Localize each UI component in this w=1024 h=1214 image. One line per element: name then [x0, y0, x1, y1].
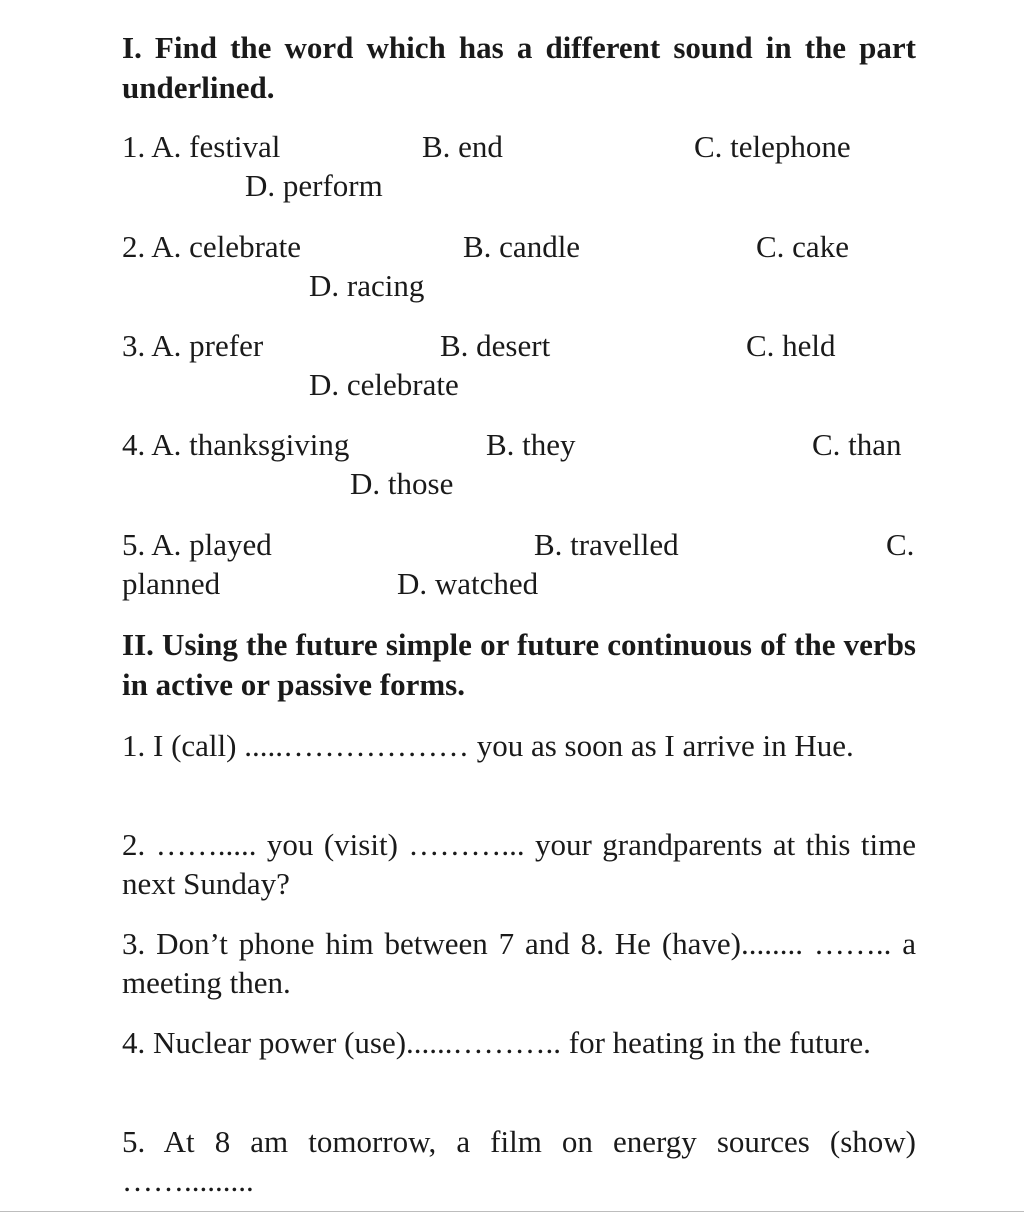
exercise-item-2: 2. ……..... you (visit) ………... your grandparents at this time next Sunday? — [122, 827, 916, 901]
exercise-item-1: 1. I (call) .....……………… you as soon as I arrive in Hue. — [122, 728, 854, 763]
q1-option-a: 1. A. festival — [122, 129, 281, 164]
q1-option-c: C. telephone — [694, 129, 851, 164]
q5-option-c-continued: planned — [122, 566, 221, 601]
q5-option-a: 5. A. played — [122, 527, 272, 562]
section-1-heading: I. Find the word which has a different sound in the part underlined. — [122, 30, 916, 105]
q4-option-a: 4. A. thanksgiving — [122, 427, 350, 462]
q2-option-a: 2. A. celebrate — [122, 229, 302, 264]
q3-option-a: 3. A. prefer — [122, 328, 264, 363]
q4-option-b: B. they — [486, 427, 576, 462]
section-2-heading: II. Using the future simple or future continuous of the verbs in active or passive forms. — [122, 627, 916, 702]
q4-option-d: D. those — [350, 466, 454, 501]
q1-option-d: D. perform — [245, 168, 383, 203]
q2-option-d: D. racing — [309, 268, 425, 303]
q5-option-d: D. watched — [397, 566, 539, 601]
bottom-divider — [0, 1211, 1024, 1212]
q1-option-b: B. end — [422, 129, 503, 164]
exercise-item-4: 4. Nuclear power (use)......……….. for heating in the future. — [122, 1025, 871, 1060]
exercise-item-5: 5. At 8 am tomorrow, a film on energy sources (show) ……......... — [122, 1124, 916, 1198]
q3-option-b: B. desert — [440, 328, 551, 363]
q4-option-c: C. than — [812, 427, 902, 462]
q2-option-c: C. cake — [756, 229, 849, 264]
q5-option-b: B. travelled — [534, 527, 679, 562]
exercise-item-3: 3. Don’t phone him between 7 and 8. He (have)........ …….. a meeting then. — [122, 926, 916, 1000]
q3-option-c: C. held — [746, 328, 836, 363]
q3-option-d: D. celebrate — [309, 367, 459, 402]
q2-option-b: B. candle — [463, 229, 581, 264]
q5-option-c: C. — [886, 527, 915, 562]
